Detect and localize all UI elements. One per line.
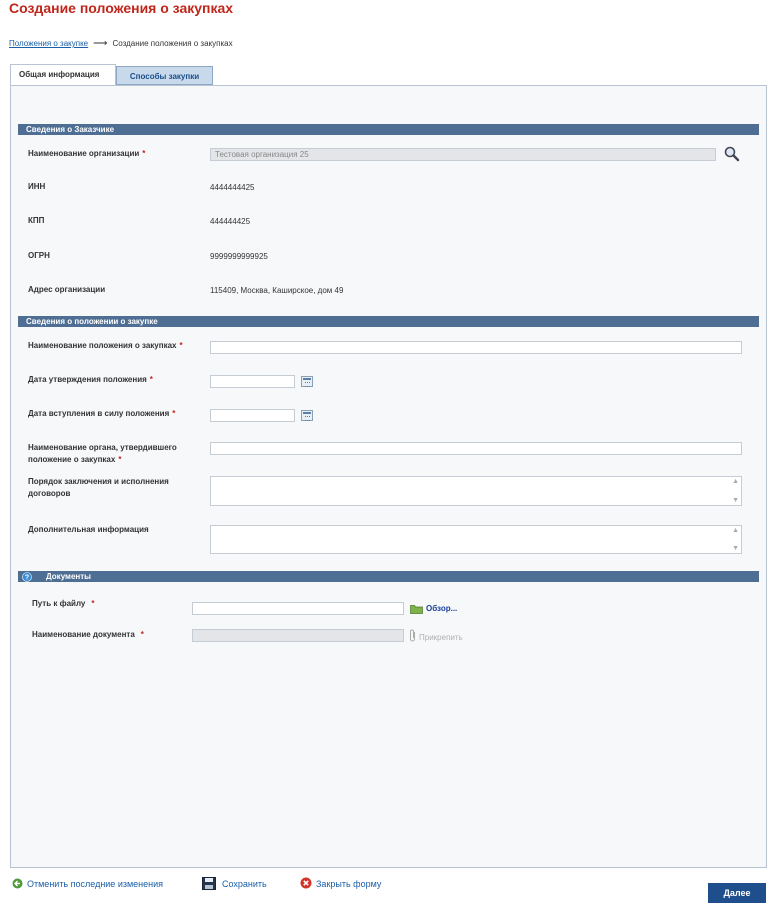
doc-name-input (192, 629, 404, 642)
procedure-label (28, 476, 169, 500)
org-name-field: Тестовая организация 25 (210, 148, 716, 161)
inn-value: 4444444425 (210, 183, 255, 192)
close-icon[interactable] (300, 877, 312, 889)
kpp-value: 444444425 (210, 217, 251, 226)
attach-button[interactable]: Прикрепить (419, 633, 463, 642)
required-mark: * (179, 341, 183, 350)
scroll-down-icon[interactable]: ▼ (732, 497, 739, 504)
required-mark: * (91, 599, 95, 608)
required-mark: * (172, 409, 176, 418)
procedure-label-line1: Порядок заключения и исполнения (28, 477, 169, 486)
next-button[interactable]: Далее (708, 883, 766, 903)
undo-changes-button[interactable]: Отменить последние изменения (27, 879, 164, 889)
paperclip-icon (409, 629, 417, 642)
required-mark: * (118, 455, 122, 464)
file-path-label (32, 598, 95, 610)
undo-icon[interactable] (12, 878, 23, 889)
ogrn-label: ОГРН (28, 251, 50, 260)
approving-body-label-line2: положение о закупках (28, 455, 116, 464)
calendar-icon[interactable] (301, 410, 313, 421)
inn-label: ИНН (28, 182, 46, 191)
file-path-input[interactable] (192, 602, 404, 615)
save-button[interactable]: Сохранить (222, 879, 267, 889)
regulation-name-label-text: Наименование положения о закупках (28, 341, 177, 350)
effective-date-label-text: Дата вступления в силу положения (28, 409, 170, 418)
required-mark: * (140, 630, 144, 639)
scroll-up-icon[interactable]: ▲ (732, 478, 739, 485)
search-icon[interactable] (724, 146, 740, 162)
regulation-name-input[interactable] (210, 341, 742, 354)
svg-text:?: ? (24, 574, 30, 582)
tab-general-info[interactable]: Общая информация (10, 64, 116, 86)
approval-date-label (28, 374, 153, 386)
required-mark: * (149, 375, 153, 384)
documents-header-text: Документы (46, 572, 91, 581)
doc-name-label (32, 629, 144, 641)
approving-body-input[interactable] (210, 442, 742, 455)
section-header-documents (18, 571, 759, 582)
procedure-label-line2: договоров (28, 489, 71, 498)
extra-info-textarea[interactable] (210, 525, 742, 554)
org-name-label-text: Наименование организации (28, 149, 140, 158)
address-label: Адрес организации (28, 285, 106, 294)
browse-button[interactable]: Обзор... (426, 604, 458, 613)
tab-procurement-methods[interactable]: Способы закупки (116, 66, 213, 85)
scroll-up-icon[interactable]: ▲ (732, 527, 739, 534)
procedure-textarea[interactable] (210, 476, 742, 506)
effective-date-label (28, 408, 175, 420)
regulation-name-label (28, 340, 183, 352)
page-title: Создание положения о закупках (9, 0, 234, 16)
close-form-button[interactable]: Закрыть форму (316, 879, 382, 889)
ogrn-value: 9999999999925 (210, 252, 268, 261)
kpp-label: КПП (28, 216, 45, 225)
folder-icon (410, 604, 423, 614)
approval-date-label-text: Дата утверждения положения (28, 375, 147, 384)
arrow-right-icon: ⟶ (93, 38, 108, 49)
save-icon[interactable] (202, 877, 216, 890)
effective-date-input[interactable] (210, 409, 295, 422)
file-path-label-text: Путь к файлу (32, 599, 86, 608)
approving-body-label (28, 442, 177, 466)
required-mark: * (142, 149, 146, 158)
approving-body-label-line1: Наименование органа, утвердившего (28, 443, 177, 452)
help-icon[interactable] (22, 572, 32, 582)
section-header-customer: Сведения о Заказчике (18, 124, 759, 135)
breadcrumb-link-regulations[interactable]: Положения о закупке (9, 39, 89, 48)
section-header-regulation: Сведения о положении о закупке (18, 316, 759, 327)
scroll-down-icon[interactable]: ▼ (732, 545, 739, 552)
approval-date-input[interactable] (210, 375, 295, 388)
breadcrumb-current: Создание положения о закупках (112, 39, 233, 48)
doc-name-label-text: Наименование документа (32, 630, 135, 639)
address-value: 115409, Москва, Каширское, дом 49 (210, 286, 344, 295)
org-name-label (28, 148, 145, 160)
extra-info-label: Дополнительная информация (28, 525, 149, 534)
calendar-icon[interactable] (301, 376, 313, 387)
breadcrumb (9, 38, 233, 49)
